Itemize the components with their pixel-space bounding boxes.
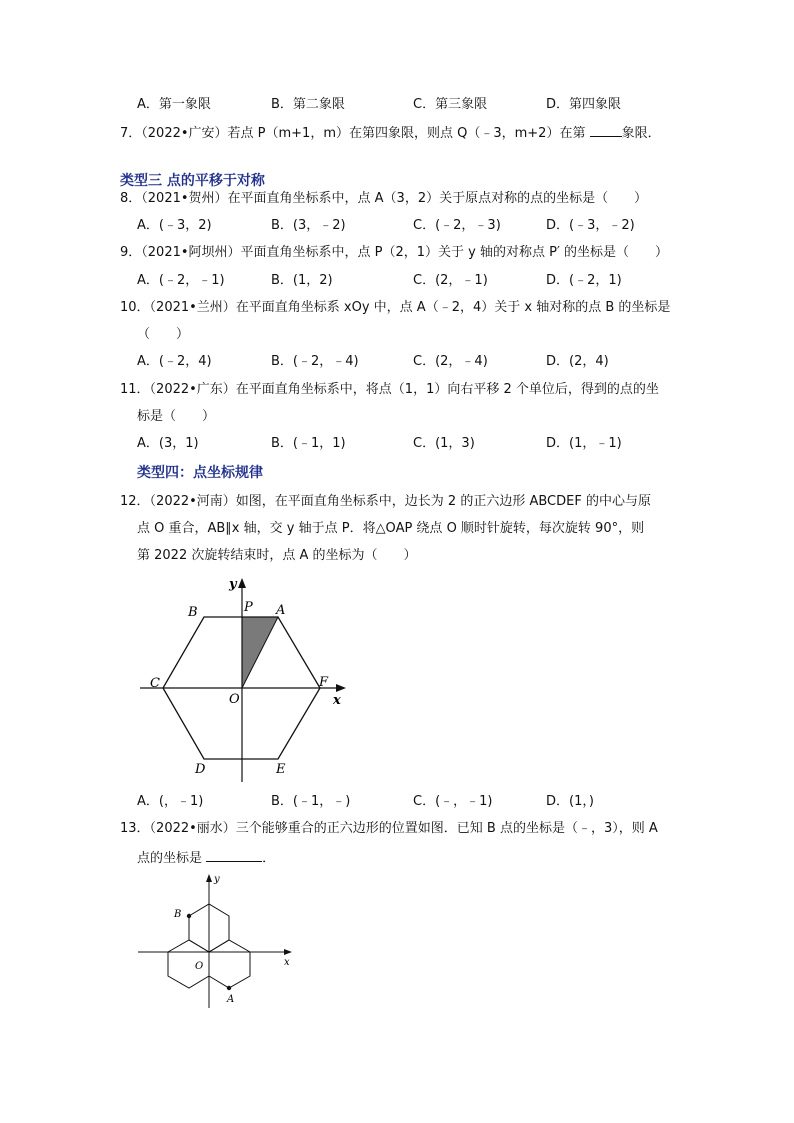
q9-option-c: C．(2，﹣1) xyxy=(413,273,488,288)
x-axis-arrow xyxy=(336,684,346,692)
q9-option-d: D．(﹣2，1) xyxy=(546,273,622,288)
q6-option-b: B．第二象限 xyxy=(271,97,345,112)
question-13-stem-2 xyxy=(137,848,275,868)
three-hexagons-figure xyxy=(130,868,300,1013)
q10-option-c: C．(2，﹣4) xyxy=(413,354,488,369)
q10-option-b: B．(﹣2，﹣4) xyxy=(271,354,359,369)
q9-option-b: B．(1，2) xyxy=(271,273,333,288)
hexagon-figure xyxy=(130,570,360,790)
section-4-heading: 类型四：点坐标规律 xyxy=(137,465,263,481)
q13-blank xyxy=(206,848,262,862)
question-13-stem-1: 13．（2022•丽水）三个能够重合的正六边形的位置如图．已知 B 点的坐标是（﹣，3），则 A xyxy=(120,821,658,836)
q8-option-b: B．(3，﹣2) xyxy=(271,218,346,233)
q11-option-d: D．(1，﹣1) xyxy=(546,436,622,451)
section-3-heading: 类型三 点的平移于对称 xyxy=(120,173,265,189)
q13-text-post: ． xyxy=(262,851,276,866)
q13-text-pre: 点的坐标是 xyxy=(137,851,207,866)
question-10-stem-2: （ ） xyxy=(137,327,190,342)
label-e: E xyxy=(276,762,286,777)
q7-blank xyxy=(590,123,622,137)
q8-option-a: A．(﹣3，2) xyxy=(137,218,212,233)
label-a: A xyxy=(227,994,235,1005)
y-axis-arrow xyxy=(206,874,212,882)
label-a: A xyxy=(276,603,286,618)
label-x: x xyxy=(333,693,341,708)
question-8-stem: 8．（2021•贺州）在平面直角坐标系中，点 A（3，2）关于原点对称的点的坐标是（ ） xyxy=(120,191,648,206)
label-c: C xyxy=(150,676,160,691)
triangle-oap xyxy=(242,617,278,688)
question-11-stem-1: 11．（2022•广东）在平面直角坐标系中，将点（1，1）向右平移 2 个单位后，得到的点的坐 xyxy=(120,382,659,397)
label-y: y xyxy=(214,874,220,885)
question-12-stem-1: 12．（2022•河南）如图，在平面直角坐标系中，边长为 2 的正六边形 ABCDEF 的中心与原 xyxy=(120,494,651,509)
q7-text-post: 象限． xyxy=(621,126,661,141)
label-o: O xyxy=(229,692,240,707)
q10-option-d: D．(2，4) xyxy=(546,354,609,369)
q10-option-a: A．(﹣2，4) xyxy=(137,354,212,369)
label-x: x xyxy=(284,957,290,968)
q12-option-b: B．(﹣1，﹣) xyxy=(271,794,351,809)
label-d: D xyxy=(195,762,206,777)
q11-option-b: B．(﹣1，1) xyxy=(271,436,346,451)
label-o: O xyxy=(195,961,204,972)
label-f: F xyxy=(319,675,329,690)
label-y: y xyxy=(229,577,237,592)
question-7 xyxy=(120,123,661,143)
question-10-stem-1: 10．（2021•兰州）在平面直角坐标系 xOy 中，点 A（﹣2，4）关于 x 轴对称的点 B 的坐标是 xyxy=(120,300,671,315)
y-axis-arrow xyxy=(238,578,246,588)
q11-option-c: C．(1，3) xyxy=(413,436,475,451)
question-11-stem-2: 标是（ ） xyxy=(137,409,216,424)
q8-option-d: D．(﹣3，﹣2) xyxy=(546,218,635,233)
q11-option-a: A．(3，1) xyxy=(137,436,199,451)
question-12-stem-3: 第 2022 次旋转结束时，点 A 的坐标为（ ） xyxy=(137,548,417,563)
label-p: P xyxy=(244,600,253,615)
label-b: B xyxy=(188,605,198,620)
q7-text-pre: 7．（2022•广安）若点 P（m+1，m）在第四象限，则点 Q（﹣3，m+2）在第 xyxy=(120,126,590,141)
q12-option-a: A．(，﹣1) xyxy=(137,794,204,809)
q6-option-a: A．第一象限 xyxy=(137,97,211,112)
label-b: B xyxy=(174,909,182,920)
q8-option-c: C．(﹣2，﹣3) xyxy=(413,218,501,233)
q6-option-d: D．第四象限 xyxy=(546,97,622,112)
q12-option-c: C．(﹣，﹣1) xyxy=(413,794,493,809)
question-12-stem-2: 点 O 重合，AB∥x 轴，交 y 轴于点 P．将△OAP 绕点 O 顺时针旋转，每次旋转 90°，则 xyxy=(137,521,645,536)
point-a xyxy=(227,986,231,990)
q12-option-d: D．(1，) xyxy=(546,794,594,809)
q6-option-c: C．第三象限 xyxy=(413,97,488,112)
q9-option-a: A．(﹣2，﹣1) xyxy=(137,273,225,288)
point-b xyxy=(187,914,191,918)
question-9-stem: 9．（2021•阿坝州）平面直角坐标系中，点 P（2，1）关于 y 轴的对称点 P′ 的坐标是（ ） xyxy=(120,245,669,260)
hexagon-bottom-right xyxy=(209,940,250,988)
x-axis-arrow xyxy=(284,949,292,955)
